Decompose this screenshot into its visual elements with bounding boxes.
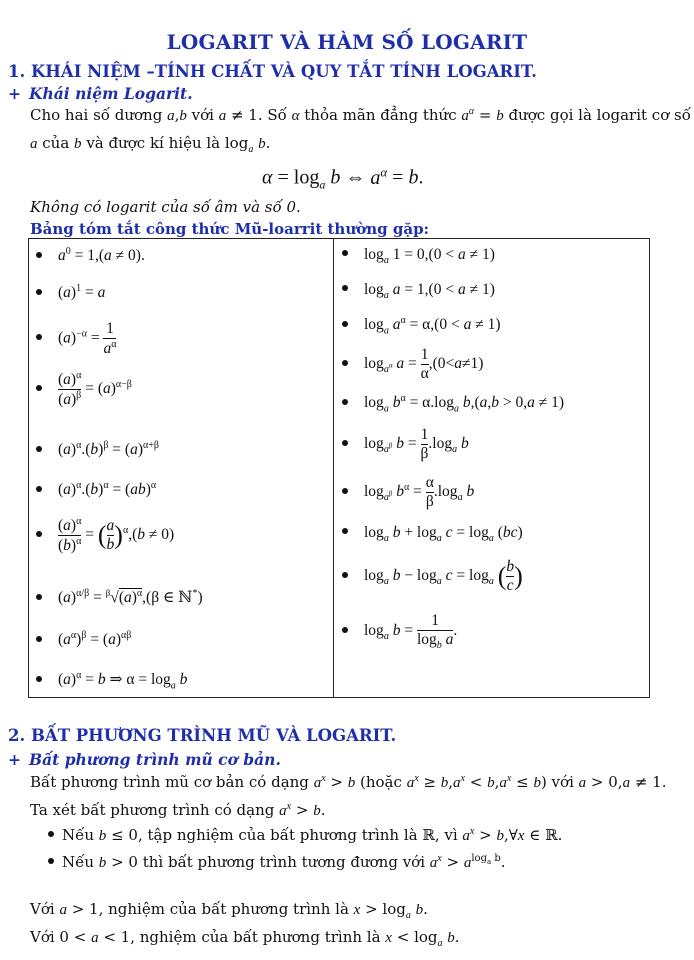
right-formula-9: $\log_a b - \log_a c = \log_a$ ( $\frac{b}{c}$ ) — [342, 558, 523, 595]
section-1-heading: 1. KHÁI NIỆM –TÍNH CHẤT VÀ QUY TẮT TÍNH LOGARIT. — [8, 62, 537, 81]
inequality-line-4: Với 0 < a < 1, nghiệm của bất phương trình là $x < \log_a b$. — [30, 928, 460, 949]
inequality-line-2: Ta xét bất phương trình có dạng $a^x > b$. — [30, 801, 326, 819]
concept-subheading — [8, 84, 193, 103]
left-formula-10: $(a)^\alpha = b$ ⇒ $\alpha = \log_a b$ — [36, 670, 187, 691]
right-formula-3: $\log_a a^\alpha = \alpha,(0 < a \ne 1)$ — [342, 315, 501, 336]
right-formula-7: $\log_{a^\beta} b^\alpha$ = $\frac{\alpha}{\beta}$ $.\log_a$ b — [342, 474, 474, 511]
page-title: LOGARIT VÀ HÀM SỐ LOGARIT — [166, 30, 528, 54]
concept-subheading-text: Khái niệm Logarit. — [29, 84, 193, 103]
left-formula-4: $\frac{(a)^\alpha}{(a)^\beta}$ = $(a)^{\alpha-\beta}$ — [36, 370, 132, 409]
note-negative: Không có logarit của số âm và số 0. — [30, 198, 301, 216]
section-2-heading: 2. BẤT PHƯƠNG TRÌNH MŨ VÀ LOGARIT. — [8, 726, 397, 745]
inequality-bullet-2: Nếu b > 0 thì bất phương trình tương đương với $a^x > a^{log_a b}$. — [48, 853, 506, 872]
definition-line-2: a của b và được kí hiệu là $\log_a b$. — [30, 134, 271, 155]
inequality-subheading-text: Bất phương trình mũ cơ bản. — [29, 750, 281, 769]
definition-formula: $\alpha = \log_a b$ ⇔ $a^\alpha = b$. — [262, 164, 424, 192]
plus-marker: + — [8, 84, 21, 103]
right-formula-8: $\log_a b + \log_a c = \log_a (bc)$ — [342, 524, 523, 544]
table-caption: Bảng tóm tắt công thức Mũ-loarrit thường gặp: — [30, 220, 430, 238]
right-formula-10: $\log_a b$ = $\frac{1}{\log_b a}$ . — [342, 612, 457, 651]
left-formula-7: $\frac{(a)^\alpha}{(b)^\alpha}$ = ( $\frac{a}{b}$ )$^\alpha$,(b ≠ 0) — [36, 516, 174, 555]
right-formula-5: $\log_a b^\alpha = \alpha.\log_a$ b,(a,b > 0,a ≠ 1) — [342, 393, 564, 414]
left-formula-2: $(a)^1 = a$ — [36, 283, 105, 302]
table-divider — [333, 238, 334, 698]
definition-line-1: Cho hai số dương a,b với a ≠ 1. Số α thỏa mãn đẳng thức $a^\alpha = b$ được gọi là logarit cơ số — [30, 106, 691, 124]
inequality-line-3: Với a > 1, nghiệm của bất phương trình là $x > \log_a b$. — [30, 900, 428, 921]
right-formula-4: $\log_{a^\alpha} a$ = $\frac{1}{\alpha}$ ,(0<a≠1) — [342, 346, 483, 383]
left-formula-5: $(a)^\alpha.(b)^\beta = (a)^{\alpha+\beta}$ — [36, 440, 159, 459]
formula-table — [28, 238, 650, 698]
left-formula-1: $a^0 = 1,(a \ne 0)$. — [36, 246, 145, 265]
left-formula-8: $(a)^{\alpha/\beta} = ^\beta√(a)^\alpha,(\beta$ ∈ ℕ*) — [36, 588, 203, 607]
right-formula-1: $\log_a 1 = 0,(0 < a \ne 1)$ — [342, 246, 495, 266]
left-formula-6: $(a)^\alpha.(b)^\alpha = (ab)^\alpha$ — [36, 480, 156, 499]
inequality-line-1: Bất phương trình mũ cơ bản có dạng $a^x > b$ (hoặc $a^x \ge b,a^x < b,a^x \le b$) với a > 0,a ≠ 1. — [30, 773, 667, 791]
right-formula-2: $\log_a a = 1,(0 < a \ne 1)$ — [342, 281, 495, 301]
left-formula-3: $(a)^{-\alpha}$ = $\frac{1}{a^\alpha}$ — [36, 320, 116, 358]
right-formula-6: $\log_{a^\beta} b$ = $\frac{1}{\beta}$ $.\log_a$ b — [342, 426, 469, 463]
left-formula-9: $(a^\alpha)^\beta = (a)^{\alpha\beta}$ — [36, 630, 131, 649]
inequality-bullet-1: Nếu b ≤ 0, tập nghiệm của bất phương trình là ℝ, vì $a^x$ > b,∀x ∈ ℝ. — [48, 826, 562, 845]
inequality-subheading — [8, 750, 281, 769]
plus-marker-2: + — [8, 750, 21, 769]
